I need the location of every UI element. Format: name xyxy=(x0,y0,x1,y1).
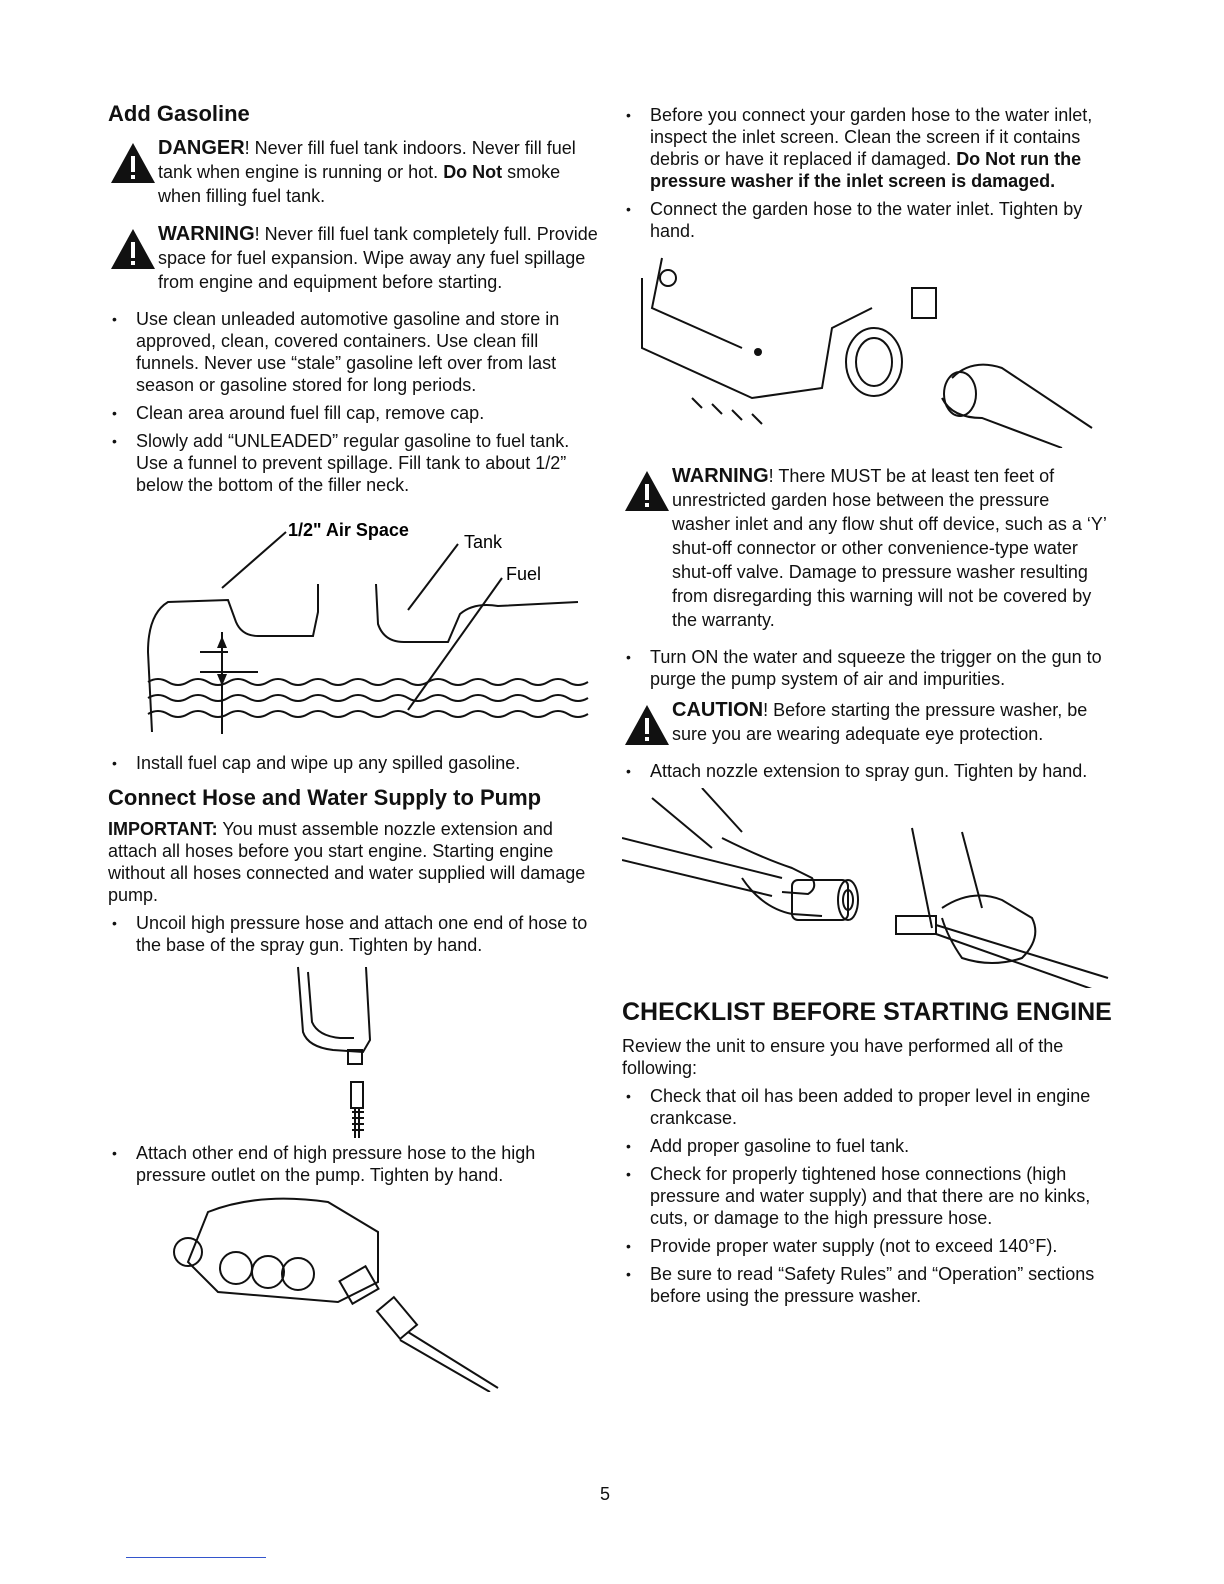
list-item: • Provide proper water supply (not to exceed 140°F). xyxy=(622,1235,1112,1257)
list-item: • Check that oil has been added to proper level in engine crankcase. xyxy=(622,1085,1112,1129)
checklist-intro: Review the unit to ensure you have performed all of the following: xyxy=(622,1036,1064,1078)
warning-icon xyxy=(108,228,158,270)
list-item: • Slowly add “UNLEADED” regular gasoline to fuel tank. Use a funnel to prevent spillage. Fill tank to about 1/2” below the bottom of the filler neck. xyxy=(108,430,598,496)
page-number: 5 xyxy=(600,1484,611,1504)
caution-icon xyxy=(622,704,672,746)
list-item: • Install fuel cap and wipe up any spilled gasoline. xyxy=(108,752,598,774)
add-gasoline-heading: Add Gasoline xyxy=(108,101,250,126)
tank-label: Tank xyxy=(464,532,503,552)
inlet-bullets xyxy=(622,104,1112,242)
caution-text: CAUTION! Before starting the pressure washer, be sure you are wearing adequate eye protection. xyxy=(672,699,1088,744)
nozzle-extension-diagram xyxy=(622,788,1112,988)
list-item: • Before you connect your garden hose to the water inlet, inspect the inlet screen. Clean the screen if it contains debris or have it replaced if damaged. Do Not run the pressure washer if the inlet screen is damaged. xyxy=(622,104,1112,192)
danger-warning-icon xyxy=(108,142,158,184)
hose-bullets-1 xyxy=(108,912,598,956)
danger-text: DANGER! Never fill fuel tank indoors. Never fill fuel tank when engine is running or hot. Do Not smoke when filling fuel tank. xyxy=(158,137,576,206)
left-column xyxy=(108,100,598,1392)
right-column xyxy=(622,104,1112,1313)
list-item: • Be sure to read “Safety Rules” and “Operation” sections before using the pressure washer. xyxy=(622,1263,1112,1307)
list-item: • Connect the garden hose to the water inlet. Tighten by hand. xyxy=(622,198,1112,242)
checklist-heading: CHECKLIST BEFORE STARTING ENGINE xyxy=(622,998,1112,1026)
list-item: • Use clean unleaded automotive gasoline and store in approved, clean, covered containers. Use clean fill funnels. Never use “stale” gasoline left over from last season or gasoline stored for long periods. xyxy=(108,308,598,396)
footer-line xyxy=(126,1557,266,1558)
warning-text: WARNING! There MUST be at least ten feet of unrestricted garden hose between the pressure washer inlet and any flow shut off device, such as a ‘Y’ shut-off connector or other convenience-type water shut-off valve. Damage to pressure washer resulting from disregarding this warning will not be covered by the warranty. xyxy=(672,465,1107,630)
important-paragraph: IMPORTANT: You must assemble nozzle extension and attach all hoses before you start engine. Starting engine without all hoses connected and water supplied will damage pump. xyxy=(108,819,586,905)
list-item: • Add proper gasoline to fuel tank. xyxy=(622,1135,1112,1157)
warning-alert-hose xyxy=(622,464,1112,632)
hose-bullets-2 xyxy=(108,1142,598,1186)
list-item: • Uncoil high pressure hose and attach one end of hose to the base of the spray gun. Tighten by hand. xyxy=(108,912,598,956)
warning-text: WARNING! Never fill fuel tank completely full. Provide space for fuel expansion. Wipe away any fuel spillage from engine and equipment before starting. xyxy=(158,223,598,292)
water-inlet-diagram xyxy=(622,248,1112,448)
connect-hose-heading: Connect Hose and Water Supply to Pump xyxy=(108,785,542,810)
caution-alert xyxy=(622,698,1112,746)
turn-on-bullet xyxy=(622,646,1112,690)
list-item: • Turn ON the water and squeeze the trigger on the gun to purge the pump system of air and impurities. xyxy=(622,646,1112,690)
air-space-label: 1/2" Air Space xyxy=(288,520,409,540)
list-item: • Clean area around fuel fill cap, remove cap. xyxy=(108,402,598,424)
checklist-items xyxy=(622,1085,1112,1307)
fuel-cap-bullet xyxy=(108,752,598,774)
warning-icon xyxy=(622,470,672,512)
fuel-label: Fuel xyxy=(506,564,542,584)
list-item: • Attach nozzle extension to spray gun. Tighten by hand. xyxy=(622,760,1112,782)
spray-gun-diagram xyxy=(108,962,598,1142)
pump-outlet-diagram xyxy=(108,1192,598,1392)
gasoline-bullets xyxy=(108,308,598,496)
warning-alert-fuel xyxy=(108,222,598,294)
fuel-tank-diagram xyxy=(108,502,598,742)
nozzle-bullet xyxy=(622,760,1112,782)
danger-alert xyxy=(108,136,598,208)
list-item: • Attach other end of high pressure hose to the high pressure outlet on the pump. Tighten by hand. xyxy=(108,1142,598,1186)
list-item: • Check for properly tightened hose connections (high pressure and water supply) and that there are no kinks, cuts, or damage to the high pressure hose. xyxy=(622,1163,1112,1229)
